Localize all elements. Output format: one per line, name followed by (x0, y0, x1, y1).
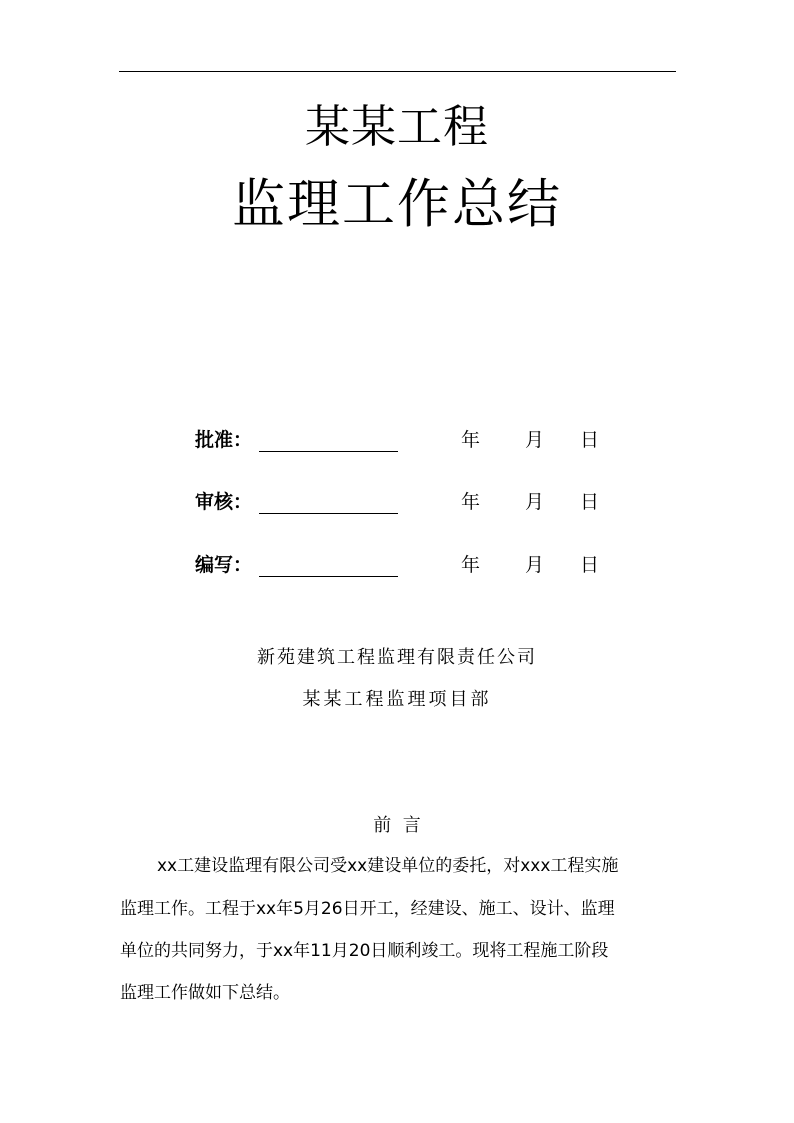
preface-line: 监理工作做如下总结。 (120, 983, 290, 1003)
document-title-summary: 监理工作总结 (232, 174, 562, 235)
author-label: 编写： (195, 554, 253, 576)
preface-line: xx工建设监理有限公司受xx建设单位的委托，对xxx工程实施 (157, 856, 619, 876)
document-title-project: 某某工程 (304, 100, 489, 153)
review-label: 审核： (195, 491, 253, 513)
author-signature-line (259, 576, 398, 577)
author-day-label: 日 (580, 554, 600, 576)
signature-row-review (0, 487, 794, 517)
approve-signature-line (259, 451, 398, 452)
approve-label: 批准： (195, 429, 253, 451)
review-day-label: 日 (580, 491, 600, 513)
approve-day-label: 日 (580, 429, 600, 451)
review-month-label: 月 (525, 491, 545, 513)
review-year-label: 年 (461, 491, 481, 513)
author-year-label: 年 (461, 554, 481, 576)
signature-row-author (0, 550, 794, 580)
company-name: 新苑建筑工程监理有限责任公司 (257, 647, 537, 668)
preface-heading: 前 言 (373, 815, 421, 836)
project-department: 某某工程监理项目部 (302, 689, 492, 710)
review-signature-line (259, 513, 398, 514)
author-month-label: 月 (525, 554, 545, 576)
approve-month-label: 月 (525, 429, 545, 451)
preface-line: 单位的共同努力，于xx年11月20日顺利竣工。现将工程施工阶段 (120, 941, 609, 961)
approve-year-label: 年 (461, 429, 481, 451)
preface-line: 监理工作。工程于xx年5月26日开工，经建设、施工、设计、监理 (120, 899, 615, 919)
signature-row-approve (0, 425, 794, 455)
header-rule (119, 71, 676, 72)
